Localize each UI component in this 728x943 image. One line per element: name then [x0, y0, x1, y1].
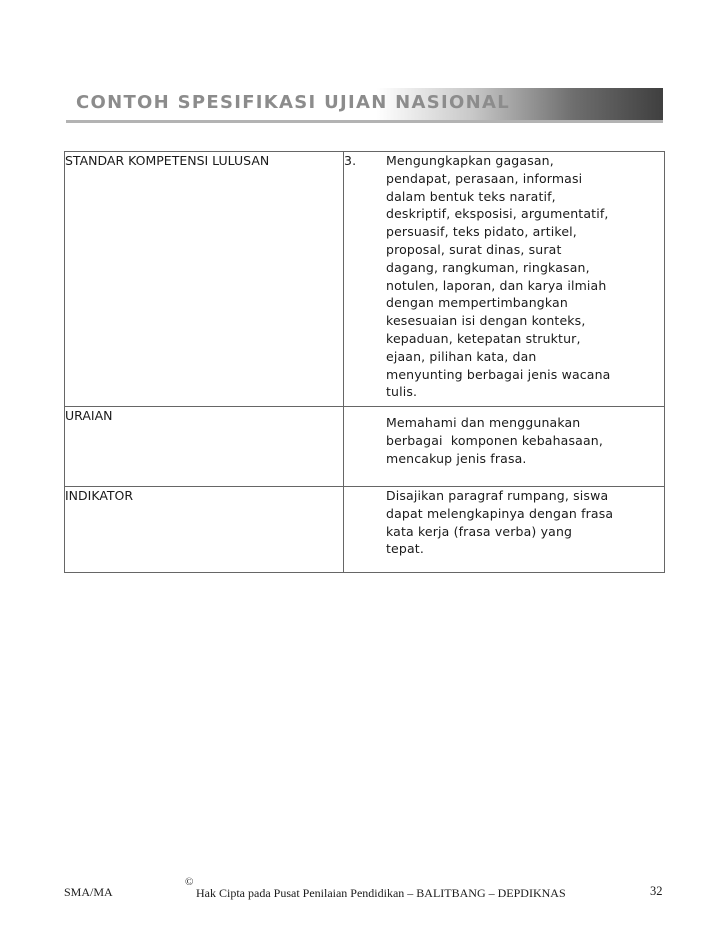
- content-line: notulen, laporan, dan karya ilmiah: [386, 277, 607, 293]
- content-line: tulis.: [386, 384, 418, 400]
- content-line: kepaduan, ketepatan struktur,: [386, 330, 581, 346]
- content-line: proposal, surat dinas, surat: [386, 241, 562, 257]
- row-content: [386, 152, 664, 401]
- section-banner: [66, 88, 663, 123]
- row-content-cell: [344, 152, 665, 407]
- content-line: kata kerja (frasa verba) yang: [386, 523, 573, 539]
- row-label-cell: [65, 407, 344, 487]
- copyright-symbol: ©: [185, 876, 194, 888]
- content-line: dengan mempertimbangkan: [386, 295, 568, 311]
- table-row-indikator: [65, 487, 665, 573]
- row-label: URAIAN: [65, 408, 113, 423]
- content-line: kesesuaian isi dengan konteks,: [386, 313, 586, 329]
- content-line: Mengungkapkan gagasan,: [386, 153, 554, 168]
- content-line: ejaan, pilihan kata, dan: [386, 348, 537, 364]
- content-line: pendapat, perasaan, informasi: [386, 170, 583, 186]
- table-row-uraian: [65, 407, 665, 487]
- row-label: INDIKATOR: [65, 488, 134, 503]
- item-number: [344, 487, 386, 558]
- footer-level: SMA/MA: [64, 885, 113, 899]
- specification-table: [64, 151, 665, 573]
- item-number: 3.: [344, 153, 357, 168]
- content-line: persuasif, teks pidato, artikel,: [386, 224, 577, 240]
- row-label-cell: [65, 487, 344, 573]
- row-content-cell: [344, 407, 665, 487]
- content-line: dapat melengkapinya dengan frasa: [386, 505, 614, 521]
- content-line: deskriptif, eksposisi, argumentatif,: [386, 206, 609, 222]
- page-footer: [0, 876, 728, 904]
- section-title: CONTOH SPESIFIKASI UJIAN NASIONAL: [76, 92, 510, 113]
- row-content: [386, 407, 664, 467]
- content-line: mencakup jenis frasa.: [386, 450, 527, 466]
- content-line: tepat.: [386, 541, 424, 557]
- content-line: menyunting berbagai jenis wacana: [386, 366, 611, 382]
- content-line: Disajikan paragraf rumpang, siswa: [386, 488, 609, 503]
- content-line: berbagai komponen kebahasaan,: [386, 432, 603, 448]
- row-content-cell: [344, 487, 665, 573]
- footer-copyright: Hak Cipta pada Pusat Penilaian Pendidikan – BALITBANG – DEPDIKNAS: [196, 886, 566, 900]
- content-line: dalam bentuk teks naratif,: [386, 188, 556, 204]
- item-number: [344, 407, 386, 467]
- table-row-standar: [65, 152, 665, 407]
- content-line: dagang, rangkuman, ringkasan,: [386, 259, 590, 275]
- page-number: 32: [650, 884, 663, 898]
- row-content: [386, 487, 664, 558]
- row-label: STANDAR KOMPETENSI LULUSAN: [65, 153, 270, 168]
- content-line: Memahami dan menggunakan: [386, 415, 581, 430]
- row-label-cell: [65, 152, 344, 407]
